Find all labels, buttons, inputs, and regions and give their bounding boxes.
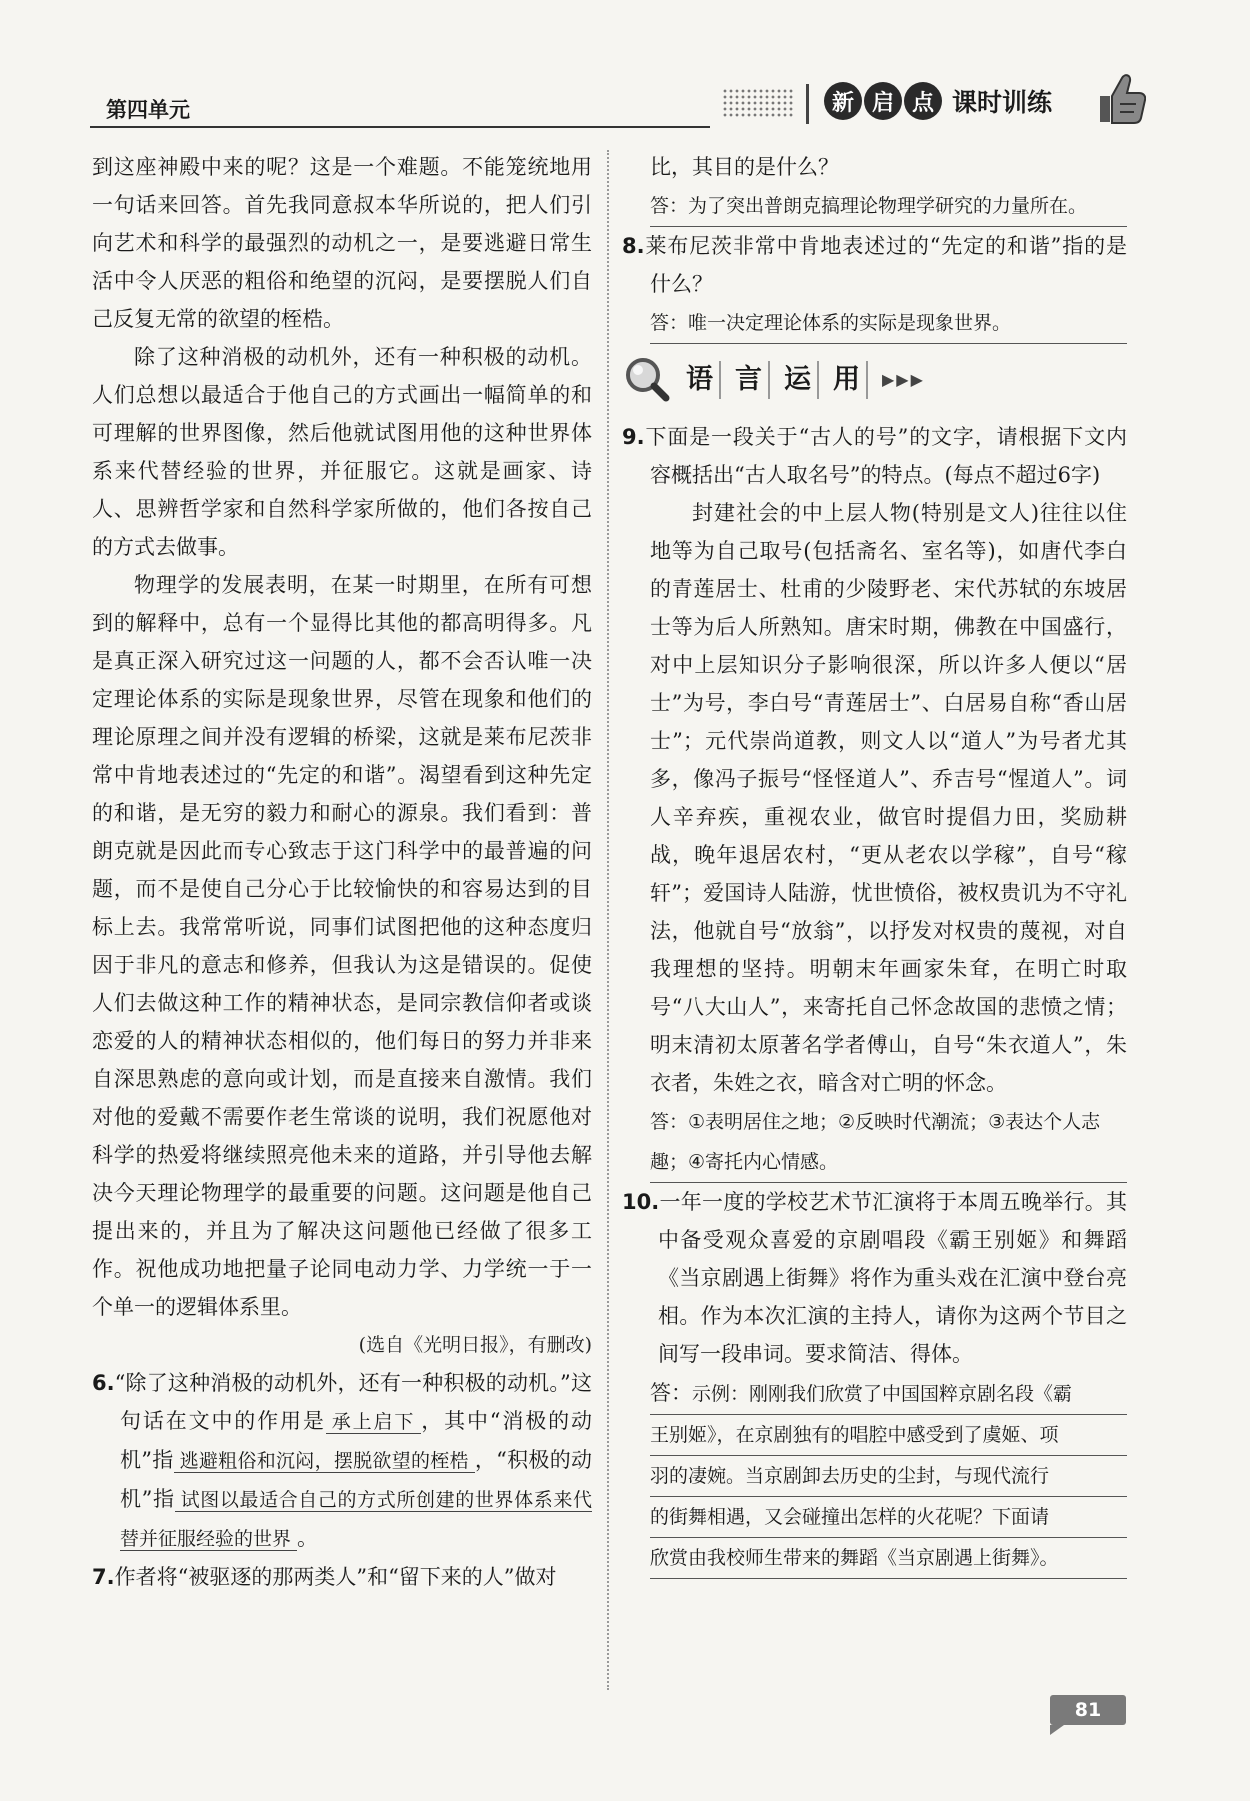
answer-10-line-2[interactable]: 王别姬》，在京剧独有的唱腔中感受到了虞姬、项 [650,1415,1127,1456]
answer-8 [622,303,1127,344]
answer-10 [622,1373,1127,1579]
question-number: 7. [92,1565,115,1589]
section-heading-language-use [622,350,1127,410]
header-separator [806,84,809,124]
brand-subtitle: 课时训练 [952,88,1053,117]
answer-9-text[interactable]: 答：①表明居住之地；②反映时代潮流；③表达个人志趣；④寄托内心情感。 [650,1102,1127,1183]
question-10-text: 一年一度的学校艺术节汇演将于本周五晚举行。其中备受观众喜爱的京剧唱段《霸王别姬》和舞蹈《当京剧遇上街舞》将作为重头戏在汇演中登台亮相。作为本次汇演的主持人，请你为这两个节目之间写一段串词。要求简洁、得体。 [658,1190,1127,1366]
answer-10-line-5[interactable]: 欣赏由我校师生带来的舞蹈《当京剧遇上街舞》。 [650,1538,1127,1579]
question-9-passage: 封建社会的中上层人物(特别是文人)往往以住地等为自己取号(包括斋名、室名等)，如唐代李白的青莲居士、杜甫的少陵野老、宋代苏轼的东坡居士等为后人所熟知。唐宋时期，佛教在中国盛行，对中上层知识分子影响很深，所以许多人便以“居士”为号，李白号“青莲居士”、白居易自称“香山居士”；元代崇尚道教，则文人以“道人”为号者尤其多，像冯子振号“怪怪道人”、乔吉号“惺道人”。词人辛弃疾，重视农业，做官时提倡力田，奖励耕战，晚年退居农村，“更从老农以学稼”，自号“稼轩”；爱国诗人陆游，忧世愤俗，被权贵讥为不守礼法，他就自号“放翁”，以抒发对权贵的蔑视，对自我理想的坚持。明朝末年画家朱耷，在明亡时取号“八大山人”，来寄托自己怀念故国的悲愤之情；明末清初太原著名学者傅山，自号“朱衣道人”，朱衣者，朱姓之衣，暗含对亡明的怀念。 [650,501,1127,1095]
left-column [92,148,592,1596]
arrows-icon: ▶▶▶ [882,370,925,389]
answer-10-line-1[interactable] [650,1373,1127,1415]
section-char-1: 语 [680,361,721,399]
question-7-continued: 比，其目的是什么？ [650,155,839,179]
answer-10-label: 答： [650,1381,692,1405]
question-7-text: 作者将“被驱逐的那两类人”和“留下来的人”做对 [114,1565,557,1589]
section-char-2: 言 [729,361,770,399]
section-char-4: 用 [827,361,868,399]
passage-paragraph-3: 物理学的发展表明，在某一时期里，在所有可想到的解释中，总有一个显得比其他的都高明得多。凡是真正深入研究过这一问题的人，都不会否认唯一决定理论体系的实际是现象世界，尽管在现象和他们的理论原理之间并没有逻辑的桥梁，这就是莱布尼茨非常中肯地表述过的“先定的和谐”。渴望看到这种先定的和谐，是无穷的毅力和耐心的源泉。我们看到：普朗克就是因此而专心致志于这门科学中的最普遍的问题，而不是使自己分心于比较愉快的和容易达到的目标上去。我常常听说，同事们试图把他的这种态度归因于非凡的意志和修养，但我认为这是错误的。促使人们去做这种工作的精神状态，是同宗教信仰者或谈恋爱的人的精神状态相似的，他们每日的努力并非来自深思熟虑的意向或计划，而是直接来自激情。我们对他的爱戴不需要作老生常谈的说明，我们祝愿他对科学的热爱将继续照亮他未来的道路，并引导他去解决今天理论物理学的最重要的问题。这问题是他自己提出来的，并且为了解决这问题他已经做了很多工作。祝他成功地把量子论同电动力学、力学统一于一个单一的逻辑体系里。 [92,573,592,1319]
magnifier-icon [622,355,672,405]
question-number: 9. [622,425,645,449]
brand-logo [824,82,1052,120]
header-rule [90,126,710,128]
question-6-text-4: 。 [297,1526,319,1550]
answer-6-blank-2[interactable]: 逃避粗俗和沉闷，摆脱欲望的桎梏 [174,1450,475,1473]
answer-6-blank-1[interactable]: 承上启下 [326,1411,421,1434]
question-9-text: 下面是一段关于“古人的号”的文字，请根据下文内容概括出“古人取名号”的特点。(每点不超过6字) [644,425,1127,487]
question-6 [92,1364,592,1558]
brand-char-2: 启 [864,82,902,120]
answer-10-line-3[interactable]: 羽的凄婉。当京剧卸去历史的尘封，与现代流行 [650,1456,1127,1497]
unit-title: 第四单元 [106,97,190,122]
page-header [90,82,1170,132]
question-6-text-1: “除了这种消极的动机外，还有一种积极的动机。”这句话在文中的作用是 [114,1371,592,1433]
question-10 [622,1183,1127,1373]
right-column [622,148,1127,1579]
answer-9 [622,1102,1127,1183]
question-6-text-2: ，其中“消极的动机”指 [120,1409,592,1472]
passage-paragraph-1: 到这座神殿中来的呢？这是一个难题。不能笼统地用一句话来回答。首先我同意叔本华所说的，把人们引向艺术和科学的最强烈的动机之一，是要逃避日常生活中令人厌恶的粗俗和绝望的沉闷，是要摆脱人们自己反复无常的欲望的桎梏。 [92,155,592,331]
passage-source: (选自《光明日报》，有删改) [358,1334,592,1356]
question-8 [622,227,1127,303]
section-char-3: 运 [778,361,819,399]
question-8-text: 莱布尼茨非常中肯地表述过的“先定的和谐”指的是什么？ [644,234,1127,296]
question-number: 8. [622,234,645,258]
question-7 [92,1558,592,1596]
question-number: 6. [92,1371,115,1395]
column-divider [607,150,609,1690]
thumbs-up-icon [1090,68,1146,128]
brand-char-1: 新 [824,82,862,120]
answer-7 [622,186,1127,227]
question-6-text-3: ，“积极的动机”指 [120,1448,592,1511]
answer-6-blank-3[interactable]: 试图以最适合自己的方式所创建的世界体系来代替并征服经验的世界 [120,1489,592,1550]
question-9 [622,418,1127,494]
answer-7-text[interactable]: 答：为了突出普朗克搞理论物理学研究的力量所在。 [650,186,1127,227]
page-number: 81 [1050,1695,1126,1725]
dot-pattern-decoration [722,88,794,118]
answer-10-line-1-text: 示例：刚刚我们欣赏了中国国粹京剧名段《霸 [692,1383,1073,1405]
brand-char-3: 点 [904,82,942,120]
question-number: 10. [622,1190,660,1214]
answer-10-line-4[interactable]: 的街舞相遇，又会碰撞出怎样的火花呢？下面请 [650,1497,1127,1538]
answer-8-text[interactable]: 答：唯一决定理论体系的实际是现象世界。 [650,303,1127,344]
passage-paragraph-2: 除了这种消极的动机外，还有一种积极的动机。人们总想以最适合于他自己的方式画出一幅简单的和可理解的世界图像，然后他就试图用他的这种世界体系来代替经验的世界，并征服它。这就是画家、诗人、思辨哲学家和自然科学家所做的，他们各按自己的方式去做事。 [92,345,592,559]
